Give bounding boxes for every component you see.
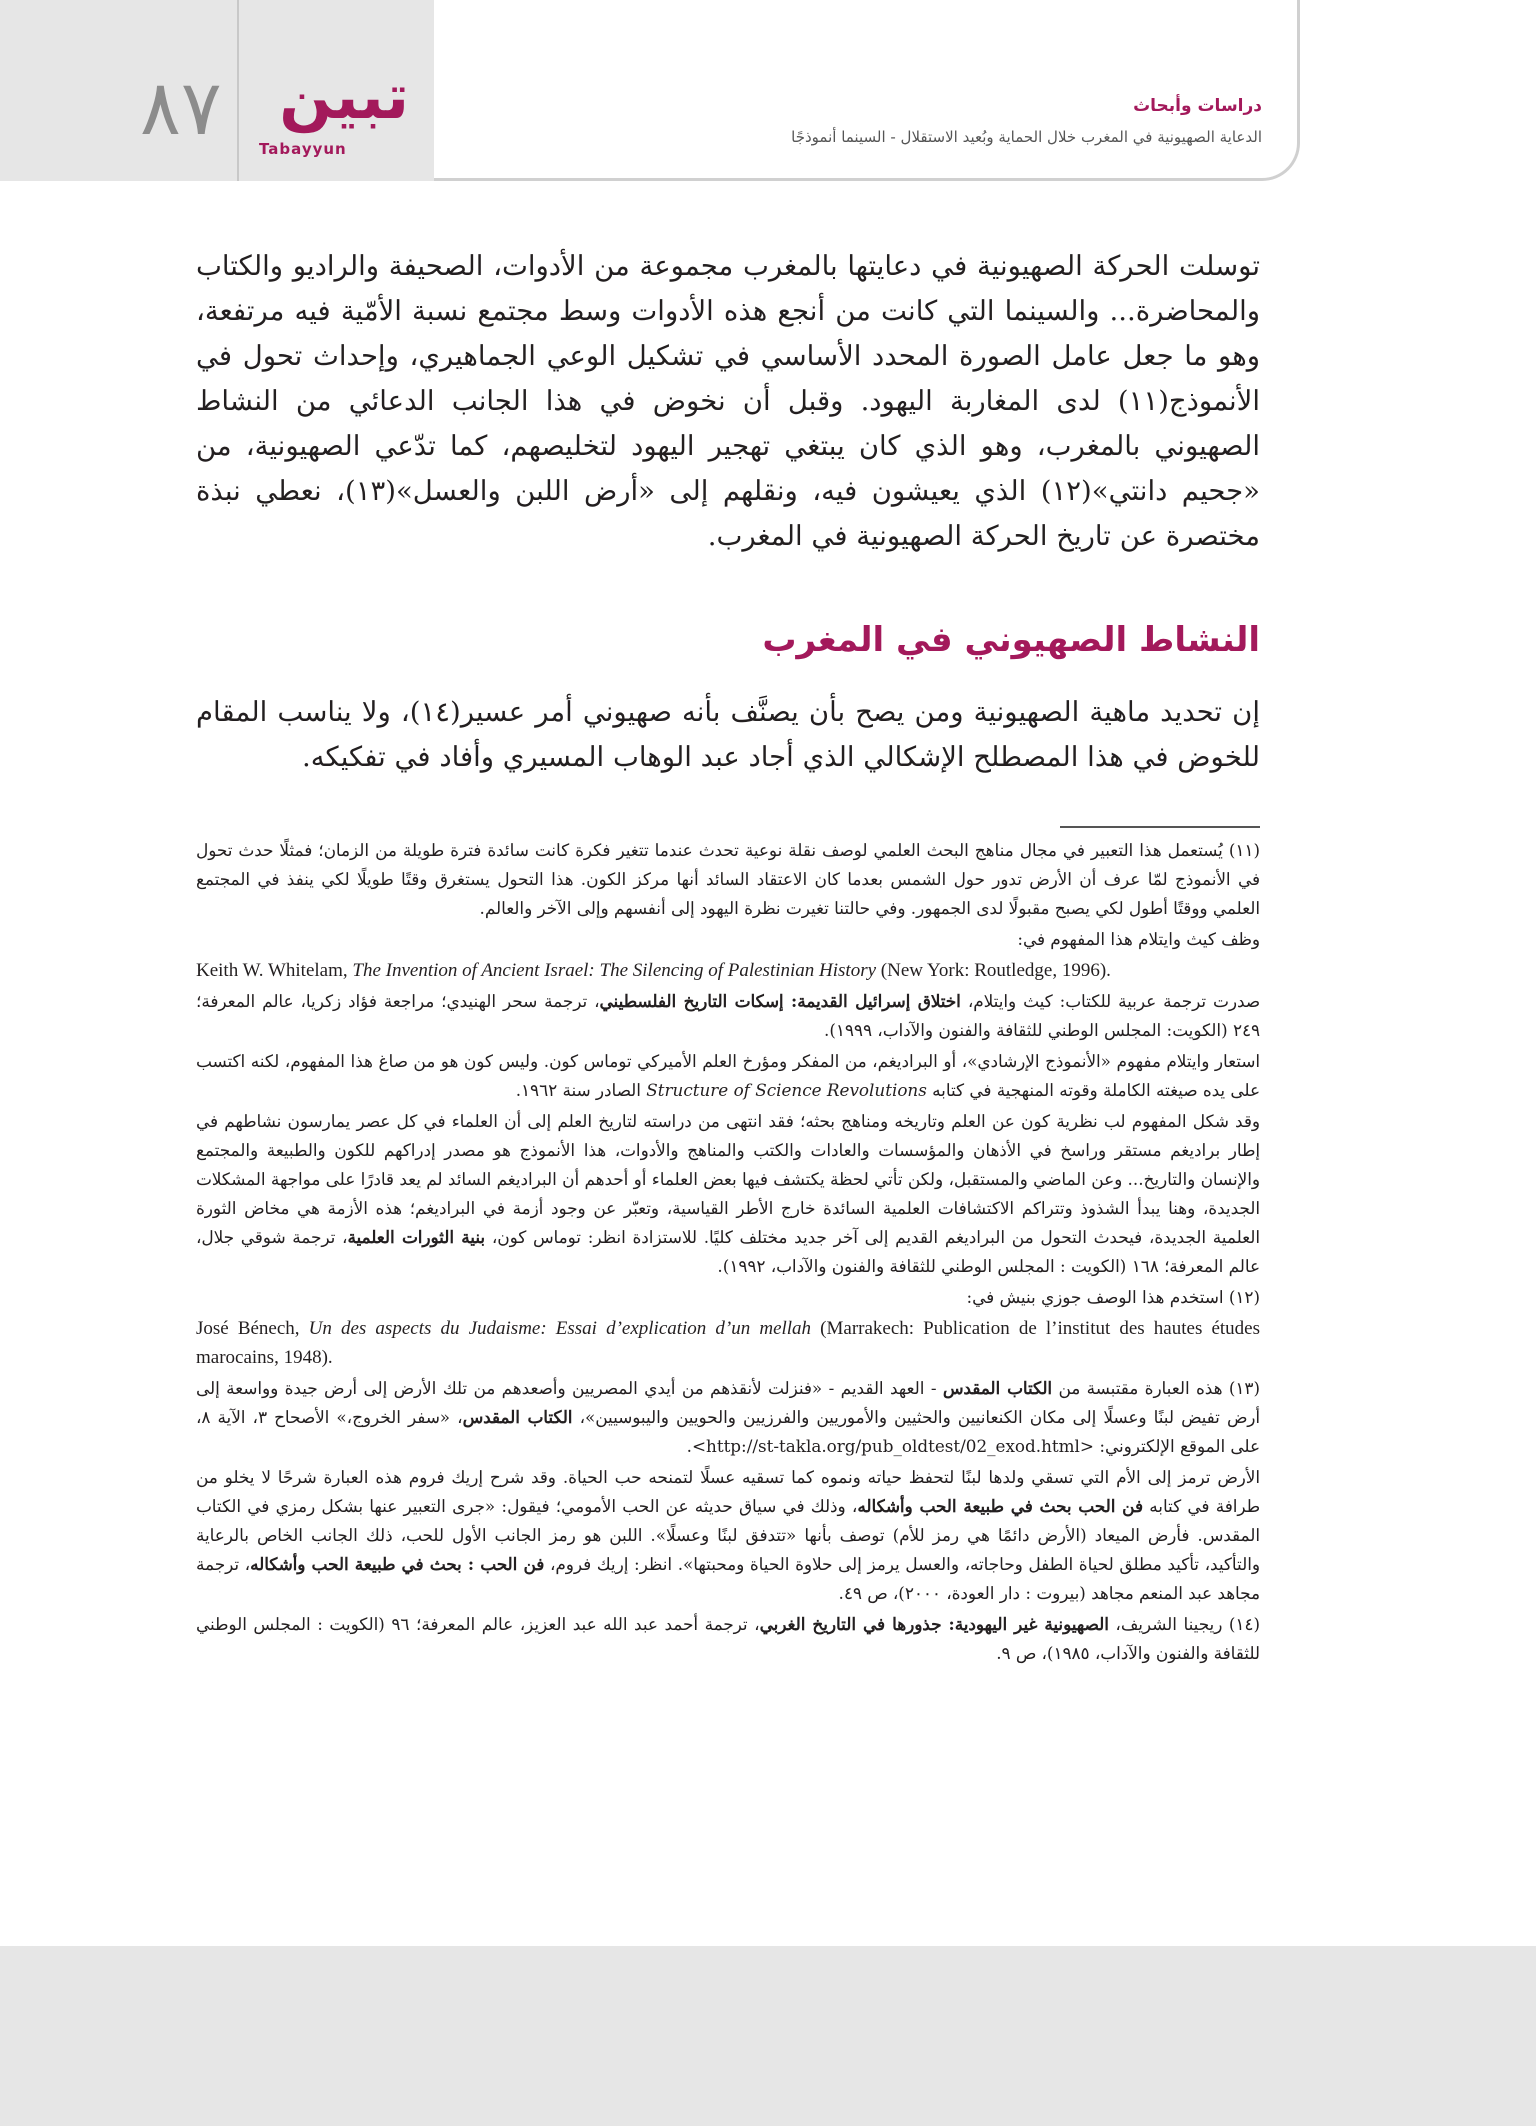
footnote-11-citation: Keith W. Whitelam, The Invention of Ancient Israel: The Silencing of Palestinian History (New York: Routledge, 1996). (196, 960, 1111, 981)
footnote-11-ref-intro: وظف كيث وايتلام هذا المفهوم في: (1017, 929, 1260, 949)
footnote-12: (١٢) استخدم هذا الوصف جوزي بنيش في: (966, 1287, 1260, 1307)
footnotes (196, 836, 1260, 1670)
section-heading: النشاط الصهيوني في المغرب (762, 620, 1260, 660)
footnote-11: (١١) يُستعمل هذا التعبير في مجال مناهج البحث العلمي لوصف نقلة نوعية تحدث عندما تتغير فكرة كانت سائدة فترة طويلة من الزمان؛ فمثلًا حدث تحول في الأنموذج لمّا عرف أن الأرض تدور حول الشمس بعدما كان الاعتقاد السائد أنها مركز الكون. هذا التحول يستغرق وقتًا طويلًا لكي ينفذ في المجتمع العلمي ووقتًا أطول لكي يصبح مقبولًا لدى الجمهور. وفي حالتنا تغيرت نظرة اليهود إلى أنفسهم وإلى الآخر والعالم. (196, 840, 1260, 918)
logo-latin-text: Tabayyun (259, 140, 347, 158)
footnote-11-paradigm: وقد شكل المفهوم لب نظرية كون عن العلم وتاريخه ومناهج بحثه؛ فقد انتهى من دراسته لتاريخ العلم إلى أن العلماء في كل عصر يمارسون نشاطهم في إطار براديغم مستقر وراسخ في الأذهان والمؤسسات والعادات والكتب والمناهج والأدوات، هذا الأنموذج هو مصدر إدراكهم للكون والطبيعة والمجتمع والإنسان والتاريخ... وعن الماضي والمستقبل، ولكن تأتي لحظة يكتشف فيها بعض العلماء أو أحدهم أن البراديغم السائد لم يعد قادرًا على مواجهة المشكلات الجديدة، وهنا يبدأ الشذوذ وتتراكم الاكتشافات العلمية السائدة خارج الأطر القياسية، وتعبّر عن وجود أزمة في البراديغم؛ هذه الأزمة هي مخاض الثورة العلمية الجديدة، فيحدث التحول من البراديغم القديم إلى آخر جديد مختلف كليًا. للاستزادة انظر: توماس كون، بنية الثورات العلمية، ترجمة شوقي جلال، عالم المعرفة؛ ١٦٨ (الكويت : المجلس الوطني للثقافة والفنون والآداب، ١٩٩٢). (196, 1111, 1260, 1276)
footnote-13-fromm: الأرض ترمز إلى الأم التي تسقي ولدها لبنًا لتحفظ حياته ونموه كما تسقيه عسلًا لتمنحه حب الحياة. وقد شرح إريك فروم هذه العبارة شرحًا لا يخلو من طرافة في كتابه فن الحب بحث في طبيعة الحب وأشكاله، وذلك في سياق حديثه عن الحب الأمومي؛ فيقول: «جرى التعبير عنها بشكل رمزي في الكتاب المقدس. فأرض الميعاد (الأرض دائمًا هي رمز للأم) توصف بأنها «تتدفق لبنًا وعسلًا». اللبن هو رمز الجانب الأول للحب، ذلك الجانب الخاص بالرعاية والتأكيد، تأكيد مطلق لحياة الطفل وحاجاته، والعسل يرمز إلى حلاوة الحياة ومحبتها». انظر: إريك فروم، فن الحب : بحث في طبيعة الحب وأشكاله، ترجمة مجاهد عبد المنعم مجاهد (بيروت : دار العودة، ٢٠٠٠)، ص ٤٩. (196, 1467, 1260, 1603)
footer-grey-band (0, 1946, 1536, 2126)
footnote-12-citation: José Bénech, Un des aspects du Judaisme: Essai d’explication d’un mellah (Marrakech: Publication de l’institut des hautes études marocains, 1948). (196, 1318, 1260, 1368)
page-number: ٨٧ (140, 63, 222, 152)
running-header (434, 0, 1300, 181)
footnote-14: (١٤) ريجينا الشريف، الصهيونية غير اليهودية: جذورها في التاريخ الغربي، ترجمة أحمد عبد الله عبد العزيز، عالم المعرفة؛ ٩٦ (الكويت : المجلس الوطني للثقافة والفنون والآداب، ١٩٨٥)، ص ٩. (196, 1614, 1260, 1663)
section-label: دراسات وأبحاث (1133, 96, 1262, 116)
footnote-separator (1060, 826, 1260, 828)
running-title: الدعاية الصهيونية في المغرب خلال الحماية وبُعيد الاستقلال - السينما أنموذجًا (791, 128, 1262, 146)
body-paragraph-2: إن تحديد ماهية الصهيونية ومن يصح بأن يصنَّف بأنه صهيوني أمر عسير(١٤)، ولا يناسب المقام للخوض في هذا المصطلح الإشكالي الذي أجاد عبد الوهاب المسيري وأفاد في تفكيكه. (196, 696, 1260, 773)
logo-arabic-text: تبين (279, 60, 409, 133)
body-paragraph-1: توسلت الحركة الصهيونية في دعايتها بالمغرب مجموعة من الأدوات، الصحيفة والراديو والكتاب والمحاضرة... والسينما التي كانت من أنجع هذه الأدوات وسط مجتمع نسبة الأمّية فيه مرتفعة، وهو ما جعل عامل الصورة المحدد الأساسي في تشكيل الوعي الجماهيري، وإحداث تحول في الأنموذج(١١) لدى المغاربة اليهود. وقبل أن نخوض في هذا الجانب الدعائي من النشاط الصهيوني بالمغرب، وهو الذي كان يبتغي تهجير اليهود لتخليصهم، كما تدّعي الصهيونية، من «جحيم دانتي»(١٢) الذي يعيشون فيه، ونقلهم إلى «أرض اللبن والعسل»(١٣)، نعطي نبذة مختصرة عن تاريخ الحركة الصهيونية في المغرب. (196, 250, 1260, 552)
header-grey-panel (0, 0, 434, 181)
tabayyun-logo (255, 60, 415, 162)
footnote-11-kuhn: استعار وايتلام مفهوم «الأنموذج الإرشادي»، أو البراديغم، من المفكر ومؤرخ العلم الأميركي توماس كون. وليس كون هو من صاغ هذا المفهوم، لكنه اكتسب على يده صيغته الكاملة وقوته المنهجية في كتابه Structure of Science Revolutions الصادر سنة ١٩٦٢. (196, 1051, 1260, 1100)
footnote-11-translation: صدرت ترجمة عربية للكتاب: كيث وايتلام، اختلاق إسرائيل القديمة: إسكات التاريخ الفلسطيني، ترجمة سحر الهنيدي؛ مراجعة فؤاد زكريا، عالم المعرفة؛ ٢٤٩ (الكويت: المجلس الوطني للثقافة والفنون والآداب، ١٩٩٩). (196, 991, 1261, 1040)
footnote-13: (١٣) هذه العبارة مقتبسة من الكتاب المقدس - العهد القديم - «فنزلت لأنقذهم من أيدي المصريين وأصعدهم من تلك الأرض إلى أرض جيدة وواسعة إلى أرض تفيض لبنًا وعسلًا إلى مكان الكنعانيين والحثيين والأموريين والفرزيين والحويين واليبوسيين»، الكتاب المقدس، «سفر الخروج،» الأصحاح ٣، الآية ٨، على الموقع الإلكتروني: <http://st-takla.org/pub_oldtest/02_exod.html>. (196, 1378, 1261, 1456)
logo-divider (237, 0, 239, 181)
